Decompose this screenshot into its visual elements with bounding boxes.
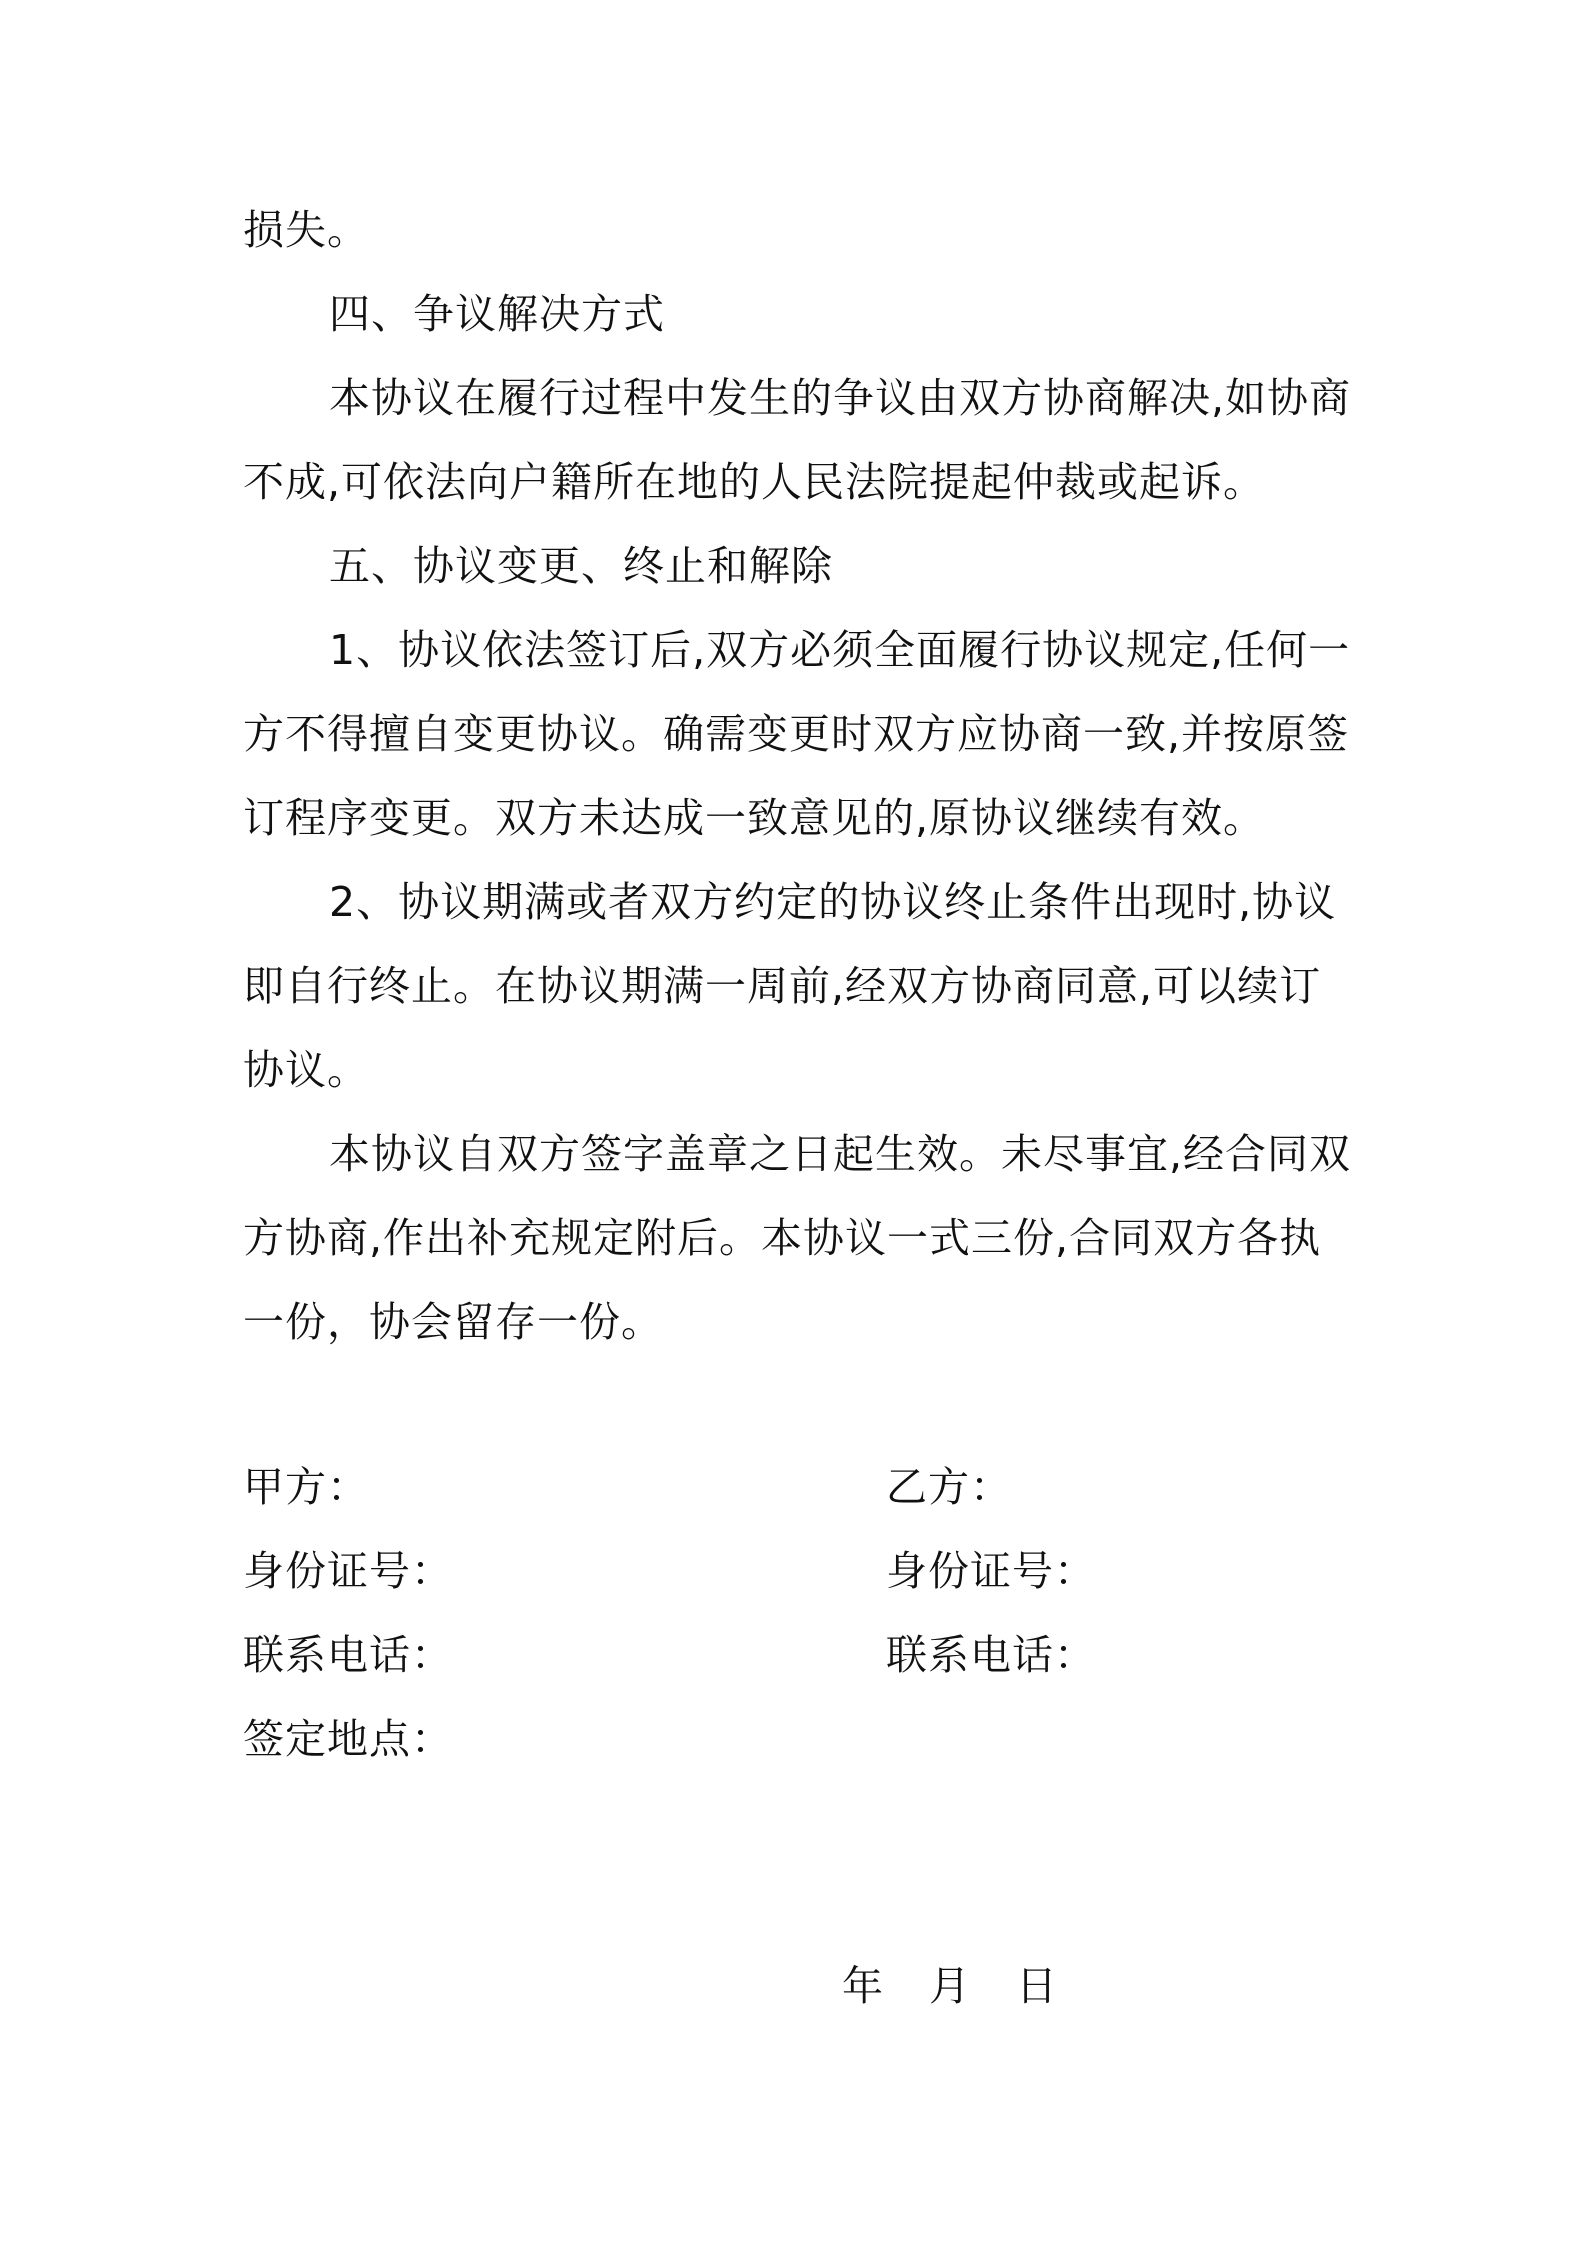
party-b-signature [886, 1445, 1096, 1697]
party-a-id-label: 身份证号： [243, 1547, 453, 1595]
section-heading-dispute: 四、争议解决方式 [329, 290, 665, 338]
paragraph-effective: 本协议自双方签字盖章之日起生效。未尽事宜,经合同双方协商,作出补充规定附后。本协议一式三份,合同双方各执一份，协会留存一份。 [243, 1130, 1352, 1346]
party-b-id-label: 身份证号： [886, 1547, 1096, 1595]
party-a-phone-label: 联系电话： [243, 1631, 453, 1679]
date-year: 年 [842, 1962, 883, 2010]
signing-place-label: 签定地点： [243, 1715, 453, 1763]
party-b-name-label: 乙方： [886, 1463, 1012, 1511]
section-heading-change: 五、协议变更、终止和解除 [329, 542, 833, 590]
party-a-signature [243, 1445, 453, 1781]
paragraph-dispute: 本协议在履行过程中发生的争议由双方协商解决,如协商不成,可依法向户籍所在地的人民法院提起仲裁或起诉。 [243, 374, 1352, 506]
signing-date [842, 1944, 1057, 2028]
paragraph-loss-ending: 损失。 [243, 206, 369, 254]
agreement-body [243, 188, 1363, 1364]
party-b-phone-label: 联系电话： [886, 1631, 1096, 1679]
paragraph-change-2: 2、协议期满或者双方约定的协议终止条件出现时,协议即自行终止。在协议期满一周前,经双方协商同意,可以续订协议。 [243, 878, 1337, 1094]
date-month: 月 [929, 1962, 970, 2010]
party-a-name-label: 甲方： [243, 1463, 369, 1511]
paragraph-change-1: 1、协议依法签订后,双方必须全面履行协议规定,任何一方不得擅自变更协议。确需变更时双方应协商一致,并按原签订程序变更。双方未达成一致意见的,原协议继续有效。 [243, 626, 1351, 842]
date-day: 日 [1016, 1962, 1057, 2010]
